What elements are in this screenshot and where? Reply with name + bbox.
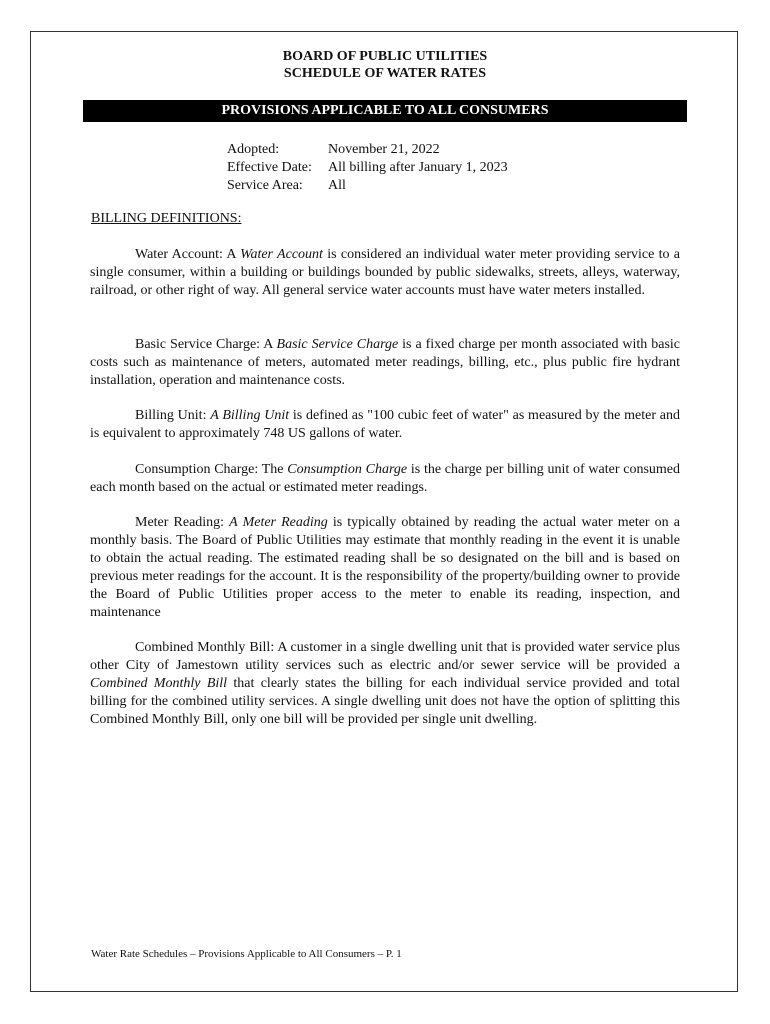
document-subtitle: SCHEDULE OF WATER RATES (283, 66, 487, 81)
adoption-info (227, 141, 508, 195)
definition-text: that clearly states the billing for each individual service provided and total billing for the combined utility services. A single dwelling unit does not have the option of splitting this Combined Monthly Bill, only one bill will be provided per single unit dwelling. (90, 676, 680, 727)
water-account-definition (90, 246, 680, 300)
service-area-label: Service Area: (227, 178, 303, 193)
effective-date-label: Effective Date: (227, 160, 312, 175)
definition-text: is a fixed charge per month associated with basic costs such as maintenance of meters, automated meter readings, billing, etc., plus public fire hydrant installation, operation and maintenance costs. (90, 337, 680, 388)
consumption-charge-definition (90, 461, 680, 497)
definition-term: Water Account (240, 247, 323, 262)
basic-service-charge-definition (90, 336, 680, 390)
service-area-value: All (328, 178, 346, 193)
combined-monthly-bill-definition (90, 639, 680, 729)
definition-lead: Meter Reading: (135, 515, 230, 530)
definition-term: Basic Service Charge (276, 337, 399, 352)
definition-lead: Combined Monthly Bill: A customer in a single dwelling unit that is provided water service plus other City of Jamestown utility services such as electric and/or sewer service will be provided a (90, 640, 680, 673)
definition-lead: Water Account: A (135, 247, 241, 262)
definition-lead: Billing Unit: (135, 408, 211, 423)
definition-term: A Meter Reading (229, 515, 328, 530)
adopted-label: Adopted: (227, 142, 280, 157)
definition-text: is typically obtained by reading the actual water meter on a monthly basis. The Board of Public Utilities may estimate that monthly reading in the event it is unable to obtain the actual reading. The estimated reading shall be so designated on the bill and is based on previous meter readings for the account. It is the responsibility of the property/building owner to provide the Board of Public Utilities proper access to the meter to enable its reading, inspection, and maintenance (90, 515, 680, 620)
definition-term: A Billing Unit (210, 408, 290, 423)
meter-reading-definition (90, 514, 680, 622)
section-banner: PROVISIONS APPLICABLE TO ALL CONSUMERS (83, 100, 687, 122)
effective-date-row (227, 159, 508, 177)
adopted-value: November 21, 2022 (328, 142, 440, 157)
billing-definitions-heading: BILLING DEFINITIONS: (91, 211, 242, 226)
definition-term: Consumption Charge (287, 462, 408, 477)
page-footer: Water Rate Schedules – Provisions Applicable to All Consumers – P. 1 (91, 948, 402, 960)
adopted-row (227, 141, 508, 159)
definition-text: is defined as "100 cubic feet of water" as measured by the meter and is equivalent to approximately 748 US gallons of water. (90, 408, 680, 441)
definition-text: is the charge per billing unit of water consumed each month based on the actual or estimated meter readings. (90, 462, 681, 495)
billing-unit-definition (90, 407, 680, 443)
definition-text: is considered an individual water meter providing service to a single consumer, within a building or buildings bounded by public sidewalks, streets, alleys, waterway, railroad, or other right of way. All general service water accounts must have water meters installed. (90, 247, 680, 298)
service-area-row (227, 177, 508, 195)
definition-term: Combined Monthly Bill (90, 676, 228, 691)
definition-lead: Consumption Charge: The (135, 462, 288, 477)
document-title: BOARD OF PUBLIC UTILITIES (282, 49, 488, 64)
effective-date-value: All billing after January 1, 2023 (328, 160, 508, 175)
definition-lead: Basic Service Charge: A (135, 337, 277, 352)
